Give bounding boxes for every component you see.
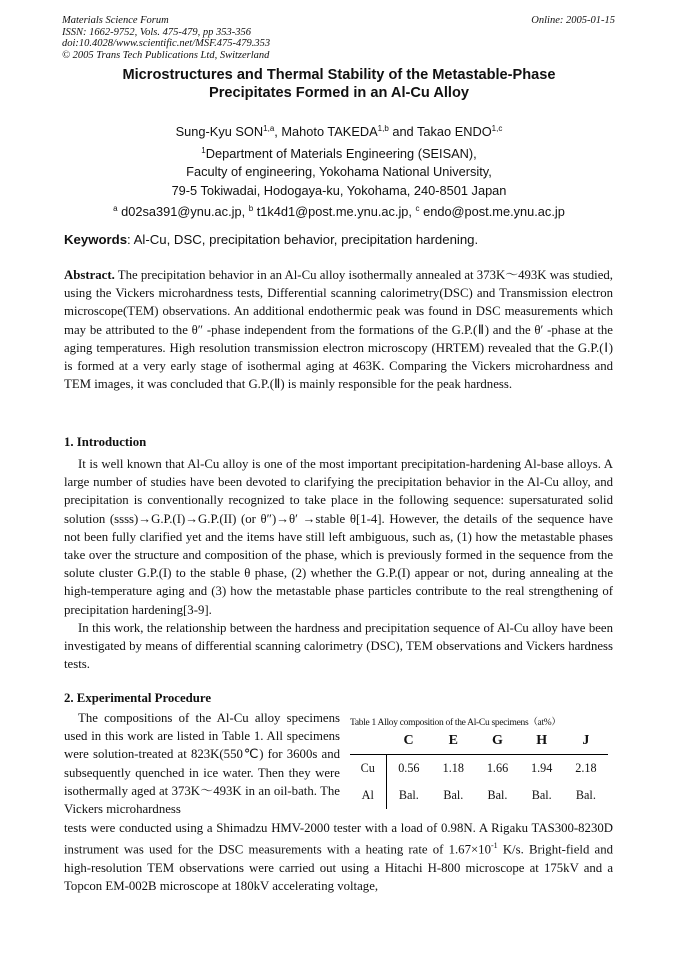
table-row <box>350 755 608 783</box>
doi: doi:10.4028/www.scientific.net/MSF.475-479.353 <box>62 38 271 49</box>
email-c-sup: c <box>415 204 420 213</box>
experimental-heading: 2. Experimental Procedure <box>64 691 212 705</box>
title-line-1: Microstructures and Thermal Stability of the Metastable-Phase <box>122 67 556 83</box>
table-cell: 1.94 <box>531 761 553 775</box>
author-3-sup: 1,c <box>491 124 503 133</box>
table-cell: 1.18 <box>442 761 464 775</box>
exp-text-sup: -1 <box>490 841 498 851</box>
author-3: and Takao ENDO <box>388 124 492 139</box>
title-line-2: Precipitates Formed in an Al-Cu Alloy <box>208 85 470 101</box>
author-1-sup: 1,a <box>263 124 275 133</box>
abstract-text: The precipitation behavior in an Al-Cu alloy isothermally annealed at 373K～493K was studied, using the Vickers microhardness tests, Differential scanning calorimetry(DSC) and Transmission electron microscope(TEM) observations. An additional endothermic peak was found in DSC measurements which may be attributed to the θ″ -phase independent from the formations of the G.P.(Ⅱ) and the θ′ -phase at the aging temperatures. High resolution transmission electron microscopy (HRTEM) revealed that the G.P.(Ⅰ) is formed at a very early stage of isothermal aging at 463K. Comparing the Vickers microhardness and TEM images, it was concluded that G.P.(Ⅱ) is mainly responsible for the peak hardness. <box>64 268 613 392</box>
author-1: Sung-Kyu SON <box>175 124 264 139</box>
keywords-label: Keywords <box>64 232 128 247</box>
author-2: , Mahoto TAKEDA <box>274 124 378 139</box>
experimental-paragraph-left: The compositions of the Al-Cu alloy specimens used in this work are listed in Table 1. All specimens were solution-treated at 823K(550℃) for 3600s and subsequently quenched in ice water. Then they were isothermally aged at 373K～493K in an oil-bath. The Vickers microhardness <box>64 711 340 817</box>
issn: ISSN: 1662-9752, Vols. 475-479, pp 353-356 <box>62 26 251 38</box>
email-a-sup: a <box>113 204 118 213</box>
table-cell: Bal. <box>487 788 508 802</box>
abstract <box>64 266 613 393</box>
intro-heading: 1. Introduction <box>64 435 147 449</box>
email-c[interactable]: endo@post.me.ynu.ac.jp <box>419 204 565 219</box>
table-cell: Bal. <box>531 788 552 802</box>
affiliation-sup: 1 <box>201 145 206 155</box>
exp-text-b: K/s. Bright-field and high-resolution TEM observations were carried out using a Hitachi H-800 microscope at 175kV and a Topcon EM-002B microscope at 180kV accelerating voltage, <box>64 842 613 893</box>
email-a[interactable]: d02sa391@ynu.ac.jp, <box>117 204 249 219</box>
table-corner <box>350 732 386 755</box>
affiliation-dept: Department of Materials Engineering (SEISAN), <box>205 145 477 161</box>
author-2-sup: 1,b <box>377 124 389 133</box>
keywords-text: : Al-Cu, DSC, precipitation behavior, precipitation hardening. <box>127 232 479 247</box>
copyright: © 2005 Trans Tech Publications Ltd, Switzerland <box>62 49 270 61</box>
table-cell: Bal. <box>575 788 596 802</box>
experimental-paragraph-continued <box>64 819 613 895</box>
column-header: H <box>520 732 564 755</box>
table-cell: 1.66 <box>486 761 509 775</box>
intro-paragraph-1: It is well known that Al-Cu alloy is one of the most important precipitation-hardening Al-base alloys. A large number of studies have been devoted to clarifying the precipitation behavior in the Al-Cu alloy, and precipitation is conventionally recognized to take place in the following sequence: supersaturated solid solution (ssss)→G.P.(I)→G.P.(II) (or θ″)→θ′ →stable θ[1-4]. However, the details of the sequence have not been fully clarified yet and the items have still left ambiguous, such as, (1) how the metastable phases take over the structure and composition of the phase, which is previously formed in the sequence from the solute cluster G.P.(I) to the stable θ phase, (2) whether the G.P.(I) appear or not, during annealing at the high-temperature aging and (3) how the metastable phase particles contribute to the real strengthening of precipitation hardening[3-9]. <box>64 457 613 617</box>
composition-table <box>350 732 608 809</box>
column-header: E <box>431 732 475 755</box>
email-b[interactable]: t1k4d1@post.me.ynu.ac.jp, <box>253 204 416 219</box>
keywords <box>64 232 478 247</box>
author-line <box>62 120 616 142</box>
column-header: G <box>475 732 519 755</box>
table-cell: 2.18 <box>575 761 597 775</box>
online-date: Online: 2005-01-15 <box>531 15 615 26</box>
abstract-label: Abstract. <box>64 268 115 282</box>
affiliation-2: Faculty of engineering, Yokohama National University, <box>186 164 492 179</box>
paper-title <box>62 66 616 102</box>
email-line <box>62 200 616 222</box>
row-label: Al <box>350 782 386 809</box>
journal-name: Materials Science Forum <box>62 15 169 26</box>
table-header-row <box>350 732 608 755</box>
table-1 <box>350 714 612 809</box>
intro-paragraph-2: In this work, the relationship between the hardness and precipitation sequence of Al-Cu alloy have been investigated by means of differential scanning calorimetry (DSC), TEM observations and Vickers hardness tests. <box>64 621 613 672</box>
table-cell: Bal. <box>443 788 464 802</box>
author-block <box>62 120 616 222</box>
table-cell: Bal. <box>398 788 419 802</box>
journal-header <box>62 15 270 61</box>
column-header: J <box>564 732 608 755</box>
table-cell: 0.56 <box>398 761 420 775</box>
affiliation-3: 79-5 Tokiwadai, Hodogaya-ku, Yokohama, 240-8501 Japan <box>171 182 507 198</box>
row-label: Cu <box>350 755 386 783</box>
email-b-sup: b <box>248 204 254 213</box>
table-caption: Table 1 Alloy composition of the Al-Cu specimens（at%） <box>350 718 561 728</box>
affiliation-1 <box>62 142 616 164</box>
table-row <box>350 782 608 809</box>
exp-text-a: tests were conducted using a Shimadzu HMV-2000 tester with a load of 0.98N. A Rigaku TAS300-8230D instrument was used for the DSC measurements with a heating rate of 1.67×10 <box>64 821 613 857</box>
column-header: C <box>386 732 431 755</box>
